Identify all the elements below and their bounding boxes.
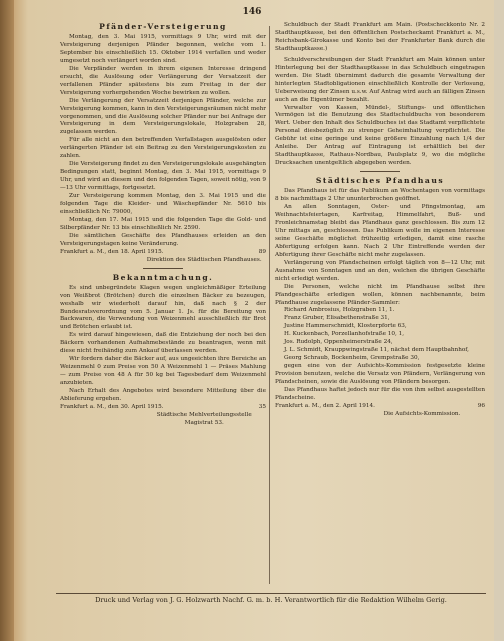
list-item: Es wird darauf hingewiesen, daß die Entziehung der noch bei den Bäckern vorhandenen Aufnahmebestände zu beantragen, wenn mit diese nicht freihändig zum Ankauf überlassen werden. xyxy=(60,332,266,355)
signature: Städtische Mehlverteilungsstelle xyxy=(156,411,252,418)
paragraph: Die Versteigerung findet zu den Versteigerungslokale ausgehängten Bedingungen statt, beginnt Montag, den 3. Mai 1915, vormittags 9 Uhr, und wird an diesem und den folgenden Tagen, soweit nötig, von 9—13 Uhr vormittags, fortgesetzt. xyxy=(60,161,267,192)
divider xyxy=(143,268,183,269)
paragraph: Zur Versteigerung kommen Montag, den 3. Mai 1915 und die folgenden Tage die Kleider- und Wäschepfänder Nr. 5610 bis einschließlich Nr. 79000, xyxy=(60,193,266,215)
paragraph: Montag, den 3. Mai 1915, vormittags 9 Uhr, wird mit der Versteigerung derjenigen Pfänder begonnen, welche vom 1. September bis einschließlich 15. Oktober 1914 verfallen und weder umgesetzt noch verlängert worden sind. xyxy=(60,34,266,64)
signature: Magistrat 53. xyxy=(184,419,224,426)
page-number: 146 xyxy=(242,7,262,17)
announcement-list xyxy=(60,285,266,357)
signature: Die Aufsichts-Kommission. xyxy=(383,410,461,417)
signature-line xyxy=(60,249,266,257)
left-column xyxy=(60,22,266,428)
paragraph: Verlängerung von Pfandscheinen erfolgt täglich von 8—12 Uhr, mit Ausnahme von Sonntagen und an den, welchen die übrigen Geschäfte nicht erledigt werden. xyxy=(275,259,485,282)
paragraph: Schuldverschreibungen der Stadt Frankfurt am Main können unter Hinterlegung bei der Stadthauptkasse in das Schuldbuch eingetragen werden. Die Stadt übernimmt dadurch die gesamte Verwaltung der hinterlegten Stadtobligationen einschließlich Kontrolle der Verlosung, Ueberweisung der Zinsen u.s.w. Auf Antrag wird auch an fälligen Zinsen auch an die Eigentümer bezahlt. xyxy=(275,56,485,103)
list-item: Franz Gruber, Elisabethenstraße 31, xyxy=(284,315,390,322)
paragraph: An allen Sonntagen, Oster- und Pfingstmontag, am Weihnachtsfeiertagen, Karfreitag, Himmelfahrt, Buß- und Fronleichnamstag bleibt das Pfandhaus ganz geschlossen. Bis zum 12 Uhr mittags an, geschlossen. Das Publikum wolle im eigenen Interesse seine Geschäfte möglichst frühzeitig erledigen, damit eine rasche Abfertigung erfolgen kann. Nach 2 Uhr Eintreffende werden der Abfertigung ihrer Geschäfte nicht mehr zugelassen. xyxy=(275,204,485,258)
heading-pfaender-versteigerung: Pfänder-Versteigerung xyxy=(99,22,227,31)
date-line: Frankfurt a. M., den 2. April 1914. xyxy=(275,402,375,409)
signature-line xyxy=(60,404,266,412)
list-item: J. L. Schmidt, Krauppwingstraße 11, nächst dem Hauptbahnhof, xyxy=(284,347,469,354)
paragraph: Die sämtlichen Geschäfte des Pfandhauses erleiden an den Versteigerungstagen keine Veränderung. xyxy=(60,232,266,247)
reference-number: 35 xyxy=(258,403,266,410)
list-item: Justine Hammerschmidt, Klosterpforte 63, xyxy=(284,323,407,330)
list-item: Jos. Rudolph, Oppenheimerstraße 24, xyxy=(284,339,393,346)
list-item: H. Kuckenbach, Porzellanhofstraße 10, 1, xyxy=(284,331,405,338)
paragraph: Das Pfandhaus ist für das Publikum an Wochentagen von vormittags 8 bis nachmittags 2 Uhr ununterbrochen geöffnet. xyxy=(275,188,485,203)
reference-number: 96 xyxy=(477,402,485,409)
divider xyxy=(360,171,400,172)
heading-staedtisches-pfandhaus: Städtisches Pfandhaus xyxy=(315,176,445,186)
paragraph: Verwalter von Kassen, Mündel-, Stiftungs- und öffentlichen Vermögen ist die Benutzung des Stadtschuldbuchs von besonderem Wert. Ueber den Inhalt des Schuldbuches ist das Stadtamt verpflichtete Personal diesbezüglich zu strenger Geheimhaltung verpflichtet. Die Gebühr ist eine geringe und keine größere Einzahlung nach 1/4 der Anleihe. Der Antrag auf Eintragung ist erhältlich bei der Stadthauptkasse, Rathaus-Nordbau, Paulsplatz 9, wo die mögliche Drucksachen unentgeltlich abgegeben werden. xyxy=(275,104,485,167)
heading-bekanntmachung: Bekanntmachung. xyxy=(112,272,214,282)
paragraph: Das Pfandhaus haftet jedoch nur für die von ihm selbst ausgestellten Pfandscheine. xyxy=(275,386,485,401)
signature: Direktion des Städtischen Pfandhauses. xyxy=(146,256,262,263)
signature-line xyxy=(275,403,485,411)
list-item: gegen eine von der Aufsichts-Kommission festgesetzte kleine Provision benutzen, welche die Versatz von Pfändern, Verlängerung von Pfandscheinen, sowie die Auslösung von Pfändern besorgen. xyxy=(275,363,485,386)
paragraph: Schuldbuch der Stadt Frankfurt am Main. (Postscheckkonto Nr. 2 Stadthauptkasse, bei den öffentlichen Postscheckamt Frankfurt a. M., Reichsbank-Girokasse und Konto bei der Frankfurter Bank durch die Stadthauptkasse.) xyxy=(275,22,485,52)
paragraph: Nach Erhalt des Angebotes wird besondere Mitteilung über die Ablieferung ergehen. xyxy=(60,388,266,402)
book-binding-edge xyxy=(0,0,14,641)
paragraph: Die Personen, welche nicht im Pfandhause selbst ihre Pfandgeschäfte erledigen wollen, können nachbenannte, beim Pfandhause zugelassene Pfänder-Sammler: xyxy=(275,283,485,306)
paragraph: Für alle nicht an den betreffenden Verfallstagen ausgelösten oder verlängerten Pfänder ist ein Beitrag zu den Versteigerungskosten zu zahlen. xyxy=(60,137,266,160)
list-item: Richard Ambrosius, Holzgraben 11, 1. xyxy=(284,307,395,314)
list-item: Georg Schraub, Bockenheim, Grempstraße 30, xyxy=(284,355,420,362)
list-item: Es sind unbegründete Klagen wegen ungleichmäßiger Erteilung von Weißbrot (Brötchen) durch die einzelnen Bäcker zu bezeugen, weshalb wir wiederholt darauf hin, daß nach § 2 der Bundesratsverordnung vom 5. Januar 1. Js. für die Bereitung von Backwaren, die Verwendung von Weizenmehl ausschließlich für Brot und Brötchen erlaubt ist. xyxy=(60,284,266,331)
paragraph: Wir fordern daher die Bäcker auf, aus ungeeichten ihre Bereiche an Weizenmehl 0 zum Preise von 50 A Weizenmehl 1 — Präses Mahlung — zum Preise von 48 A für 50 kg bei Tagesbedarf dem Weizenmehl anzubieten. xyxy=(60,356,266,387)
imprint: Druck und Verlag von J. G. Holzwarth Nachf. G. m. b. H. Verantwortlich für die Redaktion Wilhelm Gerig. xyxy=(95,596,447,604)
footer-rule xyxy=(56,593,486,594)
column-divider xyxy=(269,26,270,584)
date-line: Frankfurt a. M., den 30. April 1915. xyxy=(60,403,164,410)
paragraph: Montag, den 17. Mai 1915 und die folgenden Tage die Gold- und Silberpfänder Nr. 13 bis einschließlich Nr. 2590. xyxy=(60,216,266,231)
right-column xyxy=(275,22,485,419)
pfandsammler-list xyxy=(275,307,485,387)
paragraph: Die Verlängerung der Versatzzeit derjenigen Pfänder, welche zur Versteigerung kommen, kann in den Versteigerungsräumen nicht mehr vorgenommen, und die Auslösung solcher Pfänder nur bei Anfrage der Versteigerung in dem Versteigerungslokale, Holzgraben 28, zugelassen werden. xyxy=(60,97,266,136)
date-line: Frankfurt a. M., den 18. April 1915. xyxy=(60,248,164,255)
paragraph: Die Verpfänder werden in ihrem eigenen Interesse dringend ersucht, die Auslösung oder Verlängerung der Versatzzeit der verfallenen Pfänder spätestens bis zum Freitag in der der Versteigerung vorhergehenden Woche bewirken zu wollen. xyxy=(60,65,266,96)
reference-number: 89 xyxy=(258,248,266,255)
